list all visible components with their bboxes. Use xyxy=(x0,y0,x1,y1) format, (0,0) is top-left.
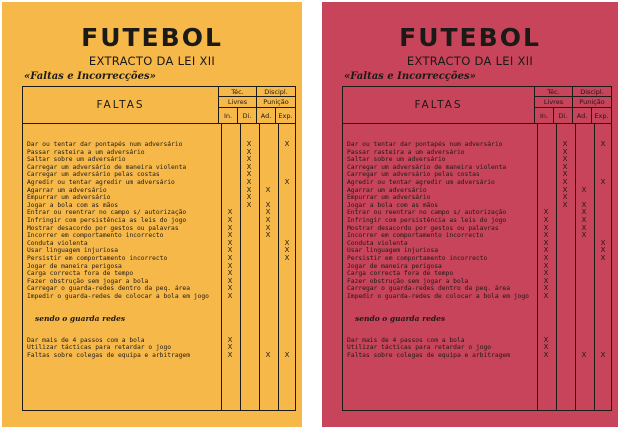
table-row-label: Entrar ou reentrar no campo s/ autorização xyxy=(347,209,507,217)
table-row-label: Carga correcta fora de tempo xyxy=(347,270,454,278)
table-row-label: Saltar sobre um adversário xyxy=(347,156,446,164)
x-mark: X xyxy=(265,223,271,232)
table-row-label: Usar linguagem injuriosa xyxy=(347,247,438,255)
x-mark: X xyxy=(562,155,568,164)
table-row-label: Dar ou tentar dar pontapés num adversário xyxy=(27,141,183,148)
x-mark: X xyxy=(543,269,549,278)
table-row-label: Mostrar desacordo por gestos ou palavras xyxy=(27,224,179,232)
x-mark: X xyxy=(600,238,606,247)
table-row-label: Persistir em comportamento incorrecto xyxy=(347,255,488,262)
table-row-label: Faltas sobre colegas de equipa e arbitragem xyxy=(27,351,191,359)
x-mark: X xyxy=(543,276,549,285)
x-mark: X xyxy=(562,170,568,179)
card-subtitle: EXTRACTO DA LEI XII xyxy=(88,54,216,68)
table-row-label: Carga correcta fora de tempo xyxy=(27,270,134,278)
x-mark: X xyxy=(227,261,233,270)
x-mark: X xyxy=(562,147,568,156)
x-mark: X xyxy=(227,216,233,224)
table-row-label: Agarrar um adversário xyxy=(347,186,427,194)
x-mark: X xyxy=(284,350,290,359)
x-mark: X xyxy=(543,343,549,352)
table-row-label: Fazer obstrução sem jogar a bola xyxy=(347,277,469,285)
table-row-label: Mostrar desacordo por gestos ou palavras xyxy=(347,224,499,232)
x-mark: X xyxy=(265,216,271,224)
table-row-label: Saltar sobre um adversário xyxy=(27,156,126,164)
col-header-3: Exp. xyxy=(592,108,611,124)
x-mark: X xyxy=(600,140,606,148)
x-mark: X xyxy=(284,246,290,255)
punicao-header: Punição xyxy=(573,97,611,108)
x-mark: X xyxy=(562,162,568,171)
col-header-2: Ad. xyxy=(573,108,592,124)
x-mark: X xyxy=(543,284,549,293)
column-divider xyxy=(537,124,538,410)
table-row-label: Agredir ou tentar agredir um adversário xyxy=(27,179,175,186)
x-mark: X xyxy=(227,246,233,255)
column-divider xyxy=(575,124,576,410)
x-mark: X xyxy=(227,284,233,293)
x-mark: X xyxy=(227,343,233,352)
table-row-label: Faltas sobre colegas de equipa e arbitragem xyxy=(347,351,511,359)
table-row-label: Infringir com persistência as leis do jogo xyxy=(347,217,507,224)
table-row-label: Carregar um adversário pelas costas xyxy=(27,171,160,179)
tec-header: Téc. xyxy=(219,87,257,97)
x-mark: X xyxy=(562,193,568,202)
table-row-label: Impedir o guarda-redes de colocar a bola em jogo xyxy=(27,293,209,300)
discipl-header: Discipl. xyxy=(257,87,295,97)
x-mark: X xyxy=(265,200,271,209)
x-mark: X xyxy=(284,178,290,186)
table-row-label: Dar mais de 4 passos com a bola xyxy=(27,336,145,344)
table-row-label: Carregar o guarda-redes dentro da peq. área xyxy=(347,285,511,293)
x-mark: X xyxy=(246,185,252,194)
x-mark: X xyxy=(227,254,233,262)
x-mark: X xyxy=(581,223,587,232)
x-mark: X xyxy=(227,276,233,285)
x-mark: X xyxy=(265,350,271,359)
discipl-header: Discipl. xyxy=(573,87,611,97)
x-mark: X xyxy=(227,231,233,240)
faltas-header: FALTAS xyxy=(23,87,219,124)
x-mark: X xyxy=(284,254,290,262)
livres-header: Livres xyxy=(219,97,257,108)
table-row-label: Carregar um adversário de maneira violenta xyxy=(27,163,187,171)
table-row-label: Jogar a bola com as mãos xyxy=(347,201,438,209)
x-mark: X xyxy=(543,261,549,270)
x-mark: X xyxy=(265,185,271,194)
x-mark: X xyxy=(543,208,549,217)
column-divider xyxy=(259,124,260,410)
table-row-label: Agredir ou tentar agredir um adversário xyxy=(347,179,495,186)
table-row-label: Incorrer em comportamento incorrecto xyxy=(27,232,164,240)
x-mark: X xyxy=(581,231,587,240)
x-mark: X xyxy=(600,350,606,359)
x-mark: X xyxy=(227,350,233,359)
table-row-label: Carregar um adversário pelas costas xyxy=(347,171,480,179)
x-mark: X xyxy=(227,335,233,344)
table-row-label: Carregar um adversário de maneira violenta xyxy=(347,163,507,171)
x-mark: X xyxy=(543,216,549,224)
table-row-label: Dar mais de 4 passos com a bola xyxy=(347,336,465,344)
table-row-label: Carregar o guarda-redes dentro da peq. área xyxy=(27,285,191,293)
goalkeeper-heading: sendo o guarda redes xyxy=(35,313,126,323)
x-mark: X xyxy=(600,254,606,262)
x-mark: X xyxy=(543,254,549,262)
x-mark: X xyxy=(246,162,252,171)
x-mark: X xyxy=(543,350,549,359)
x-mark: X xyxy=(600,246,606,255)
x-mark: X xyxy=(562,140,568,148)
column-divider xyxy=(594,124,595,410)
table-row-label: Jogar de maneira perigosa xyxy=(347,262,442,270)
x-mark: X xyxy=(265,231,271,240)
x-mark: X xyxy=(581,216,587,224)
x-mark: X xyxy=(543,335,549,344)
x-mark: X xyxy=(562,178,568,186)
table-row-label: Passar rasteira a um adversário xyxy=(347,148,465,156)
x-mark: X xyxy=(600,178,606,186)
x-mark: X xyxy=(227,223,233,232)
table-row-label: Entrar ou reentrar no campo s/ autorização xyxy=(27,209,187,217)
x-mark: X xyxy=(562,185,568,194)
column-divider xyxy=(240,124,241,410)
col-header-2: Ad. xyxy=(257,108,276,124)
table-row-label: Empurrar um adversário xyxy=(347,194,431,202)
table-row-label: Conduta violenta xyxy=(27,239,88,247)
faltas-header: FALTAS xyxy=(343,87,535,124)
x-mark: X xyxy=(581,200,587,209)
x-mark: X xyxy=(227,292,233,300)
card-title: FUTEBOL xyxy=(399,23,541,52)
x-mark: X xyxy=(543,292,549,300)
faults-table xyxy=(342,86,612,411)
x-mark: X xyxy=(246,155,252,164)
x-mark: X xyxy=(543,223,549,232)
goalkeeper-heading: sendo o guarda redes xyxy=(355,313,446,323)
column-divider xyxy=(556,124,557,410)
col-header-0: In. xyxy=(219,108,238,124)
table-row-label: Persistir em comportamento incorrecto xyxy=(27,255,168,262)
x-mark: X xyxy=(265,208,271,217)
table-row-label: Conduta violenta xyxy=(347,239,408,247)
x-mark: X xyxy=(227,269,233,278)
header-grid xyxy=(535,87,611,124)
table-row-label: Passar rasteira a um adversário xyxy=(27,148,145,156)
x-mark: X xyxy=(227,208,233,217)
x-mark: X xyxy=(562,200,568,209)
col-header-0: In. xyxy=(535,108,554,124)
x-mark: X xyxy=(246,178,252,186)
punicao-header: Punição xyxy=(257,97,295,108)
faults-table xyxy=(22,86,296,411)
card-title: FUTEBOL xyxy=(81,23,223,52)
card-subtitle: EXTRACTO DA LEI XII xyxy=(406,54,534,68)
column-divider xyxy=(221,124,222,410)
column-divider xyxy=(278,124,279,410)
x-mark: X xyxy=(246,170,252,179)
x-mark: X xyxy=(581,185,587,194)
yellow-card xyxy=(2,2,302,427)
table-row-label: Incorrer em comportamento incorrecto xyxy=(347,232,484,240)
header-grid xyxy=(219,87,295,124)
x-mark: X xyxy=(246,200,252,209)
x-mark: X xyxy=(543,246,549,255)
x-mark: X xyxy=(581,208,587,217)
x-mark: X xyxy=(246,193,252,202)
x-mark: X xyxy=(581,350,587,359)
col-header-1: Di. xyxy=(554,108,573,124)
col-header-3: Exp. xyxy=(276,108,295,124)
x-mark: X xyxy=(246,140,252,148)
table-row-label: Empurrar um adversário xyxy=(27,194,111,202)
table-row-label: Infringir com persistência as leis do jogo xyxy=(27,217,187,224)
section-heading: «Faltas e Incorrecções» xyxy=(24,71,156,82)
table-row-label: Jogar a bola com as mãos xyxy=(27,201,118,209)
red-card xyxy=(322,2,618,427)
x-mark: X xyxy=(227,238,233,247)
x-mark: X xyxy=(543,231,549,240)
x-mark: X xyxy=(246,147,252,156)
table-row-label: Jogar de maneira perigosa xyxy=(27,262,122,270)
tec-header: Téc. xyxy=(535,87,573,97)
col-header-1: Di. xyxy=(238,108,257,124)
table-row-label: Utilizar tácticas para retardar o jogo xyxy=(27,344,172,352)
table-row-label: Dar ou tentar dar pontapés num adversário xyxy=(347,141,503,148)
table-row-label: Fazer obstrução sem jogar a bola xyxy=(27,277,149,285)
table-row-label: Usar linguagem injuriosa xyxy=(27,247,118,255)
section-heading: «Faltas e Incorrecções» xyxy=(344,71,476,82)
x-mark: X xyxy=(284,140,290,148)
table-row-label: Agarrar um adversário xyxy=(27,186,107,194)
table-row-label: Utilizar tácticas para retardar o jogo xyxy=(347,344,492,352)
x-mark: X xyxy=(284,238,290,247)
table-row-label: Impedir o guarda-redes de colocar a bola em jogo xyxy=(347,293,529,300)
x-mark: X xyxy=(543,238,549,247)
livres-header: Livres xyxy=(535,97,573,108)
